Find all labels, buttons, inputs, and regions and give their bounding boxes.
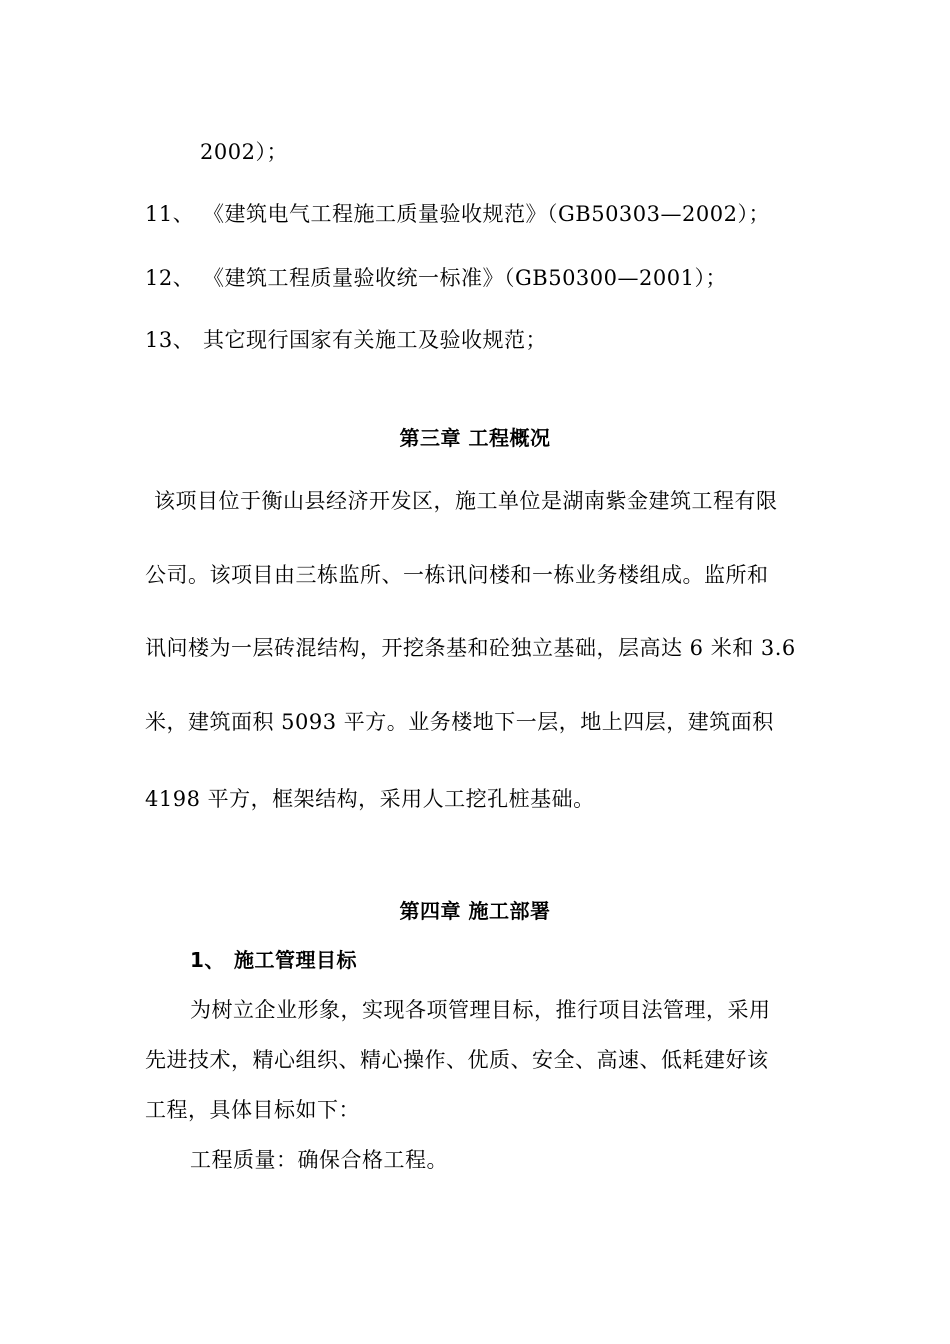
- list-item-number: 13、: [145, 328, 195, 352]
- paragraph-line: 工程质量：确保合格工程。: [190, 1148, 448, 1172]
- list-item: [145, 326, 547, 354]
- list-item: [145, 264, 727, 292]
- list-item-text: 《建筑工程质量验收统一标准》（GB50300—2001）；: [203, 266, 727, 290]
- list-item-text: 《建筑电气工程施工质量验收规范》（GB50303—2002）；: [203, 202, 770, 226]
- list-item-text: 其它现行国家有关施工及验收规范；: [203, 328, 547, 352]
- paragraph-line: 米，建筑面积 5093 平方。业务楼地下一层，地上四层，建筑面积: [145, 710, 774, 734]
- subsection-number: 1、: [190, 948, 225, 972]
- paragraph-line: 该项目位于衡山县经济开发区，施工单位是湖南紫金建筑工程有限: [154, 489, 778, 513]
- paragraph-line: 讯问楼为一层砖混结构，开挖条基和砼独立基础，层高达 6 米和 3.6: [145, 636, 796, 660]
- list-item-number: 11、: [145, 202, 195, 226]
- list-item: [145, 200, 770, 228]
- paragraph-line: 工程，具体目标如下：: [145, 1098, 360, 1122]
- list-item-number: 12、: [145, 266, 195, 290]
- chapter-3-title: 第三章 工程概况: [399, 426, 551, 450]
- chapter-4-title: 第四章 施工部署: [399, 899, 551, 923]
- paragraph-line: 为树立企业形象，实现各项管理目标，推行项目法管理，采用: [190, 998, 771, 1022]
- paragraph-line: 先进技术，精心组织、精心操作、优质、安全、高速、低耗建好该: [145, 1048, 769, 1072]
- subsection-heading: [190, 946, 357, 974]
- paragraph-line: 公司。该项目由三栋监所、一栋讯问楼和一栋业务楼组成。监所和: [145, 563, 769, 587]
- list-continuation: 2002）；: [200, 140, 288, 164]
- subsection-title: 施工管理目标: [234, 948, 357, 972]
- paragraph-line: 4198 平方，框架结构，采用人工挖孔桩基础。: [145, 787, 595, 811]
